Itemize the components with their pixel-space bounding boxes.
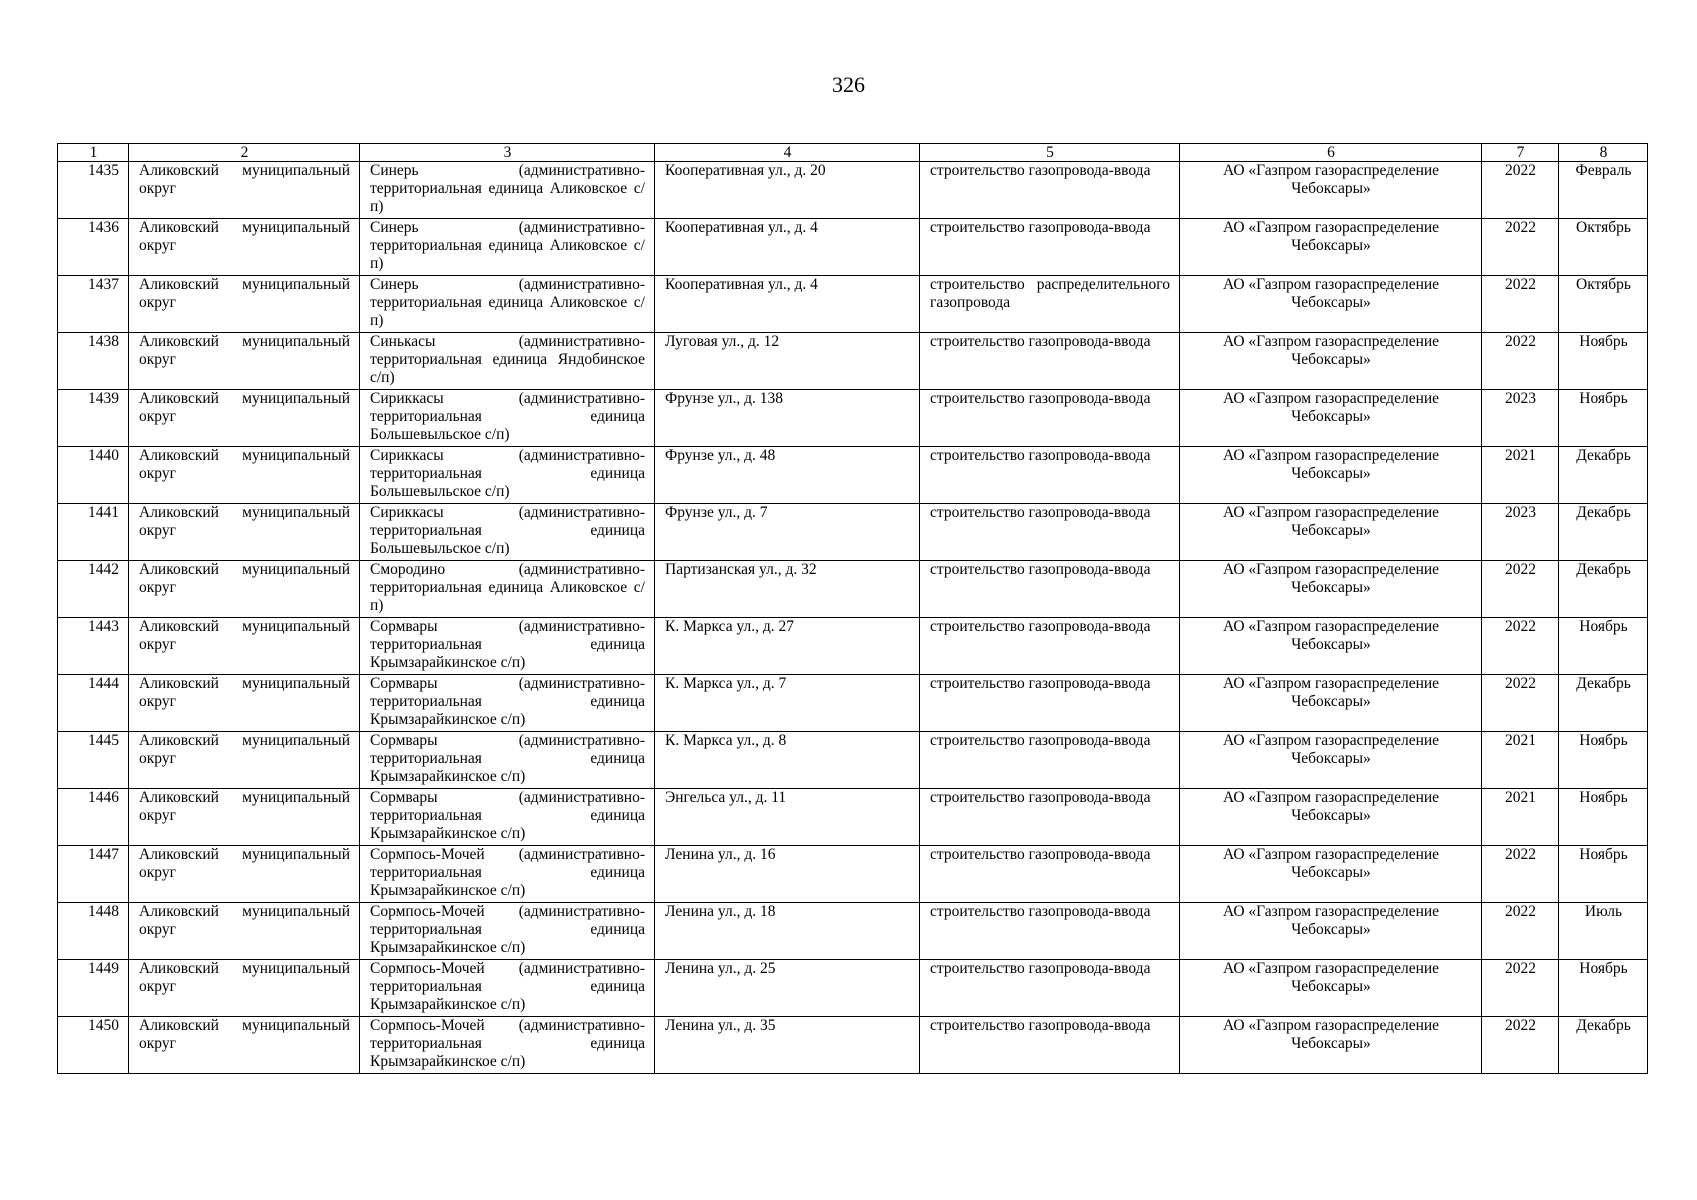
- year-cell: 2022: [1482, 333, 1559, 390]
- year-cell: 2022: [1482, 561, 1559, 618]
- locality-cell: Сормпось-Мочей (административно-территориальная единица Крымзарайкинское с/п): [360, 846, 655, 903]
- row-number-cell: 1447: [58, 846, 129, 903]
- locality-cell: Синерь (административно-территориальная единица Аликовское с/п): [360, 162, 655, 219]
- table-row: [58, 504, 1648, 561]
- work-type-cell: строительство газопровода-ввода: [920, 789, 1180, 846]
- column-number-row: [58, 144, 1648, 162]
- work-type-cell: строительство газопровода-ввода: [920, 732, 1180, 789]
- locality-cell: Сормвары (административно-территориальная единица Крымзарайкинское с/п): [360, 732, 655, 789]
- year-cell: 2022: [1482, 276, 1559, 333]
- work-type-cell: строительство газопровода-ввода: [920, 675, 1180, 732]
- address-cell: Ленина ул., д. 35: [655, 1017, 920, 1074]
- table-row: [58, 675, 1648, 732]
- address-cell: К. Маркса ул., д. 27: [655, 618, 920, 675]
- month-cell: Ноябрь: [1559, 390, 1648, 447]
- locality-cell: Сириккасы (административно-территориальная единица Большевыльское с/п): [360, 390, 655, 447]
- column-header: 1: [58, 144, 129, 162]
- work-type-cell: строительство газопровода-ввода: [920, 219, 1180, 276]
- address-cell: Кооперативная ул., д. 4: [655, 276, 920, 333]
- organization-cell: АО «Газпром газораспределение Чебоксары»: [1180, 390, 1482, 447]
- year-cell: 2022: [1482, 675, 1559, 732]
- locality-cell: Сириккасы (административно-территориальная единица Большевыльское с/п): [360, 447, 655, 504]
- address-cell: Кооперативная ул., д. 20: [655, 162, 920, 219]
- district-cell: Аликовский муниципальный округ: [129, 333, 360, 390]
- district-cell: Аликовский муниципальный округ: [129, 618, 360, 675]
- column-header: 3: [360, 144, 655, 162]
- address-cell: Кооперативная ул., д. 4: [655, 219, 920, 276]
- month-cell: Февраль: [1559, 162, 1648, 219]
- row-number-cell: 1435: [58, 162, 129, 219]
- district-cell: Аликовский муниципальный округ: [129, 390, 360, 447]
- organization-cell: АО «Газпром газораспределение Чебоксары»: [1180, 447, 1482, 504]
- organization-cell: АО «Газпром газораспределение Чебоксары»: [1180, 618, 1482, 675]
- address-cell: Ленина ул., д. 18: [655, 903, 920, 960]
- month-cell: Декабрь: [1559, 1017, 1648, 1074]
- year-cell: 2023: [1482, 504, 1559, 561]
- address-cell: Луговая ул., д. 12: [655, 333, 920, 390]
- district-cell: Аликовский муниципальный округ: [129, 960, 360, 1017]
- year-cell: 2022: [1482, 903, 1559, 960]
- address-cell: Ленина ул., д. 25: [655, 960, 920, 1017]
- district-cell: Аликовский муниципальный округ: [129, 162, 360, 219]
- address-cell: К. Маркса ул., д. 7: [655, 675, 920, 732]
- table-row: [58, 219, 1648, 276]
- district-cell: Аликовский муниципальный округ: [129, 219, 360, 276]
- column-header: 5: [920, 144, 1180, 162]
- month-cell: Ноябрь: [1559, 732, 1648, 789]
- year-cell: 2021: [1482, 447, 1559, 504]
- locality-cell: Сормвары (административно-территориальная единица Крымзарайкинское с/п): [360, 675, 655, 732]
- table-row: [58, 789, 1648, 846]
- month-cell: Ноябрь: [1559, 333, 1648, 390]
- table-row: [58, 846, 1648, 903]
- month-cell: Октябрь: [1559, 276, 1648, 333]
- table-row: [58, 333, 1648, 390]
- table-row: [58, 618, 1648, 675]
- locality-cell: Сормвары (административно-территориальная единица Крымзарайкинское с/п): [360, 789, 655, 846]
- address-cell: Ленина ул., д. 16: [655, 846, 920, 903]
- table-row: [58, 276, 1648, 333]
- row-number-cell: 1443: [58, 618, 129, 675]
- district-cell: Аликовский муниципальный округ: [129, 903, 360, 960]
- row-number-cell: 1444: [58, 675, 129, 732]
- table-row: [58, 1017, 1648, 1074]
- organization-cell: АО «Газпром газораспределение Чебоксары»: [1180, 561, 1482, 618]
- district-cell: Аликовский муниципальный округ: [129, 447, 360, 504]
- row-number-cell: 1437: [58, 276, 129, 333]
- table-row: [58, 960, 1648, 1017]
- locality-cell: Синерь (административно-территориальная единица Аликовское с/п): [360, 276, 655, 333]
- year-cell: 2021: [1482, 732, 1559, 789]
- locality-cell: Сормпось-Мочей (административно-территориальная единица Крымзарайкинское с/п): [360, 903, 655, 960]
- month-cell: Октябрь: [1559, 219, 1648, 276]
- month-cell: Декабрь: [1559, 504, 1648, 561]
- table-row: [58, 732, 1648, 789]
- work-type-cell: строительство газопровода-ввода: [920, 504, 1180, 561]
- work-type-cell: строительство газопровода-ввода: [920, 618, 1180, 675]
- column-header: 8: [1559, 144, 1648, 162]
- address-cell: Энгельса ул., д. 11: [655, 789, 920, 846]
- locality-cell: Смородино (административно-территориальная единица Аликовское с/п): [360, 561, 655, 618]
- organization-cell: АО «Газпром газораспределение Чебоксары»: [1180, 504, 1482, 561]
- district-cell: Аликовский муниципальный округ: [129, 1017, 360, 1074]
- district-cell: Аликовский муниципальный округ: [129, 276, 360, 333]
- table-row: [58, 447, 1648, 504]
- locality-cell: Сормвары (административно-территориальная единица Крымзарайкинское с/п): [360, 618, 655, 675]
- year-cell: 2023: [1482, 390, 1559, 447]
- address-cell: Фрунзе ул., д. 48: [655, 447, 920, 504]
- year-cell: 2021: [1482, 789, 1559, 846]
- organization-cell: АО «Газпром газораспределение Чебоксары»: [1180, 333, 1482, 390]
- work-type-cell: строительство газопровода-ввода: [920, 1017, 1180, 1074]
- row-number-cell: 1438: [58, 333, 129, 390]
- organization-cell: АО «Газпром газораспределение Чебоксары»: [1180, 960, 1482, 1017]
- column-header: 2: [129, 144, 360, 162]
- year-cell: 2022: [1482, 162, 1559, 219]
- table-row: [58, 561, 1648, 618]
- address-cell: Фрунзе ул., д. 138: [655, 390, 920, 447]
- work-type-cell: строительство газопровода-ввода: [920, 447, 1180, 504]
- district-cell: Аликовский муниципальный округ: [129, 789, 360, 846]
- year-cell: 2022: [1482, 846, 1559, 903]
- year-cell: 2022: [1482, 1017, 1559, 1074]
- locality-cell: Синерь (административно-территориальная единица Аликовское с/п): [360, 219, 655, 276]
- organization-cell: АО «Газпром газораспределение Чебоксары»: [1180, 732, 1482, 789]
- district-cell: Аликовский муниципальный округ: [129, 675, 360, 732]
- month-cell: Ноябрь: [1559, 618, 1648, 675]
- month-cell: Декабрь: [1559, 561, 1648, 618]
- address-cell: Партизанская ул., д. 32: [655, 561, 920, 618]
- table-body: [58, 162, 1648, 1074]
- work-type-cell: строительство газопровода-ввода: [920, 333, 1180, 390]
- year-cell: 2022: [1482, 219, 1559, 276]
- table-row: [58, 903, 1648, 960]
- row-number-cell: 1442: [58, 561, 129, 618]
- organization-cell: АО «Газпром газораспределение Чебоксары»: [1180, 1017, 1482, 1074]
- row-number-cell: 1441: [58, 504, 129, 561]
- district-cell: Аликовский муниципальный округ: [129, 846, 360, 903]
- month-cell: Декабрь: [1559, 447, 1648, 504]
- work-type-cell: строительство распределительного газопровода: [920, 276, 1180, 333]
- column-header: 7: [1482, 144, 1559, 162]
- work-type-cell: строительство газопровода-ввода: [920, 903, 1180, 960]
- row-number-cell: 1449: [58, 960, 129, 1017]
- row-number-cell: 1446: [58, 789, 129, 846]
- organization-cell: АО «Газпром газораспределение Чебоксары»: [1180, 276, 1482, 333]
- work-type-cell: строительство газопровода-ввода: [920, 960, 1180, 1017]
- district-cell: Аликовский муниципальный округ: [129, 504, 360, 561]
- month-cell: Декабрь: [1559, 675, 1648, 732]
- gasification-table: [57, 143, 1648, 1074]
- locality-cell: Сормпось-Мочей (административно-территориальная единица Крымзарайкинское с/п): [360, 1017, 655, 1074]
- table-row: [58, 390, 1648, 447]
- row-number-cell: 1439: [58, 390, 129, 447]
- year-cell: 2022: [1482, 960, 1559, 1017]
- month-cell: Ноябрь: [1559, 846, 1648, 903]
- month-cell: Июль: [1559, 903, 1648, 960]
- month-cell: Ноябрь: [1559, 789, 1648, 846]
- district-cell: Аликовский муниципальный округ: [129, 732, 360, 789]
- work-type-cell: строительство газопровода-ввода: [920, 390, 1180, 447]
- organization-cell: АО «Газпром газораспределение Чебоксары»: [1180, 903, 1482, 960]
- locality-cell: Сириккасы (административно-территориальная единица Большевыльское с/п): [360, 504, 655, 561]
- organization-cell: АО «Газпром газораспределение Чебоксары»: [1180, 162, 1482, 219]
- locality-cell: Синькасы (административно-территориальная единица Яндобинское с/п): [360, 333, 655, 390]
- page-number: 326: [832, 72, 865, 97]
- organization-cell: АО «Газпром газораспределение Чебоксары»: [1180, 789, 1482, 846]
- work-type-cell: строительство газопровода-ввода: [920, 846, 1180, 903]
- row-number-cell: 1440: [58, 447, 129, 504]
- row-number-cell: 1445: [58, 732, 129, 789]
- column-header: 4: [655, 144, 920, 162]
- row-number-cell: 1450: [58, 1017, 129, 1074]
- column-header: 6: [1180, 144, 1482, 162]
- organization-cell: АО «Газпром газораспределение Чебоксары»: [1180, 846, 1482, 903]
- work-type-cell: строительство газопровода-ввода: [920, 561, 1180, 618]
- work-type-cell: строительство газопровода-ввода: [920, 162, 1180, 219]
- table-row: [58, 162, 1648, 219]
- row-number-cell: 1436: [58, 219, 129, 276]
- year-cell: 2022: [1482, 618, 1559, 675]
- address-cell: Фрунзе ул., д. 7: [655, 504, 920, 561]
- row-number-cell: 1448: [58, 903, 129, 960]
- address-cell: К. Маркса ул., д. 8: [655, 732, 920, 789]
- locality-cell: Сормпось-Мочей (административно-территориальная единица Крымзарайкинское с/п): [360, 960, 655, 1017]
- month-cell: Ноябрь: [1559, 960, 1648, 1017]
- organization-cell: АО «Газпром газораспределение Чебоксары»: [1180, 219, 1482, 276]
- organization-cell: АО «Газпром газораспределение Чебоксары»: [1180, 675, 1482, 732]
- district-cell: Аликовский муниципальный округ: [129, 561, 360, 618]
